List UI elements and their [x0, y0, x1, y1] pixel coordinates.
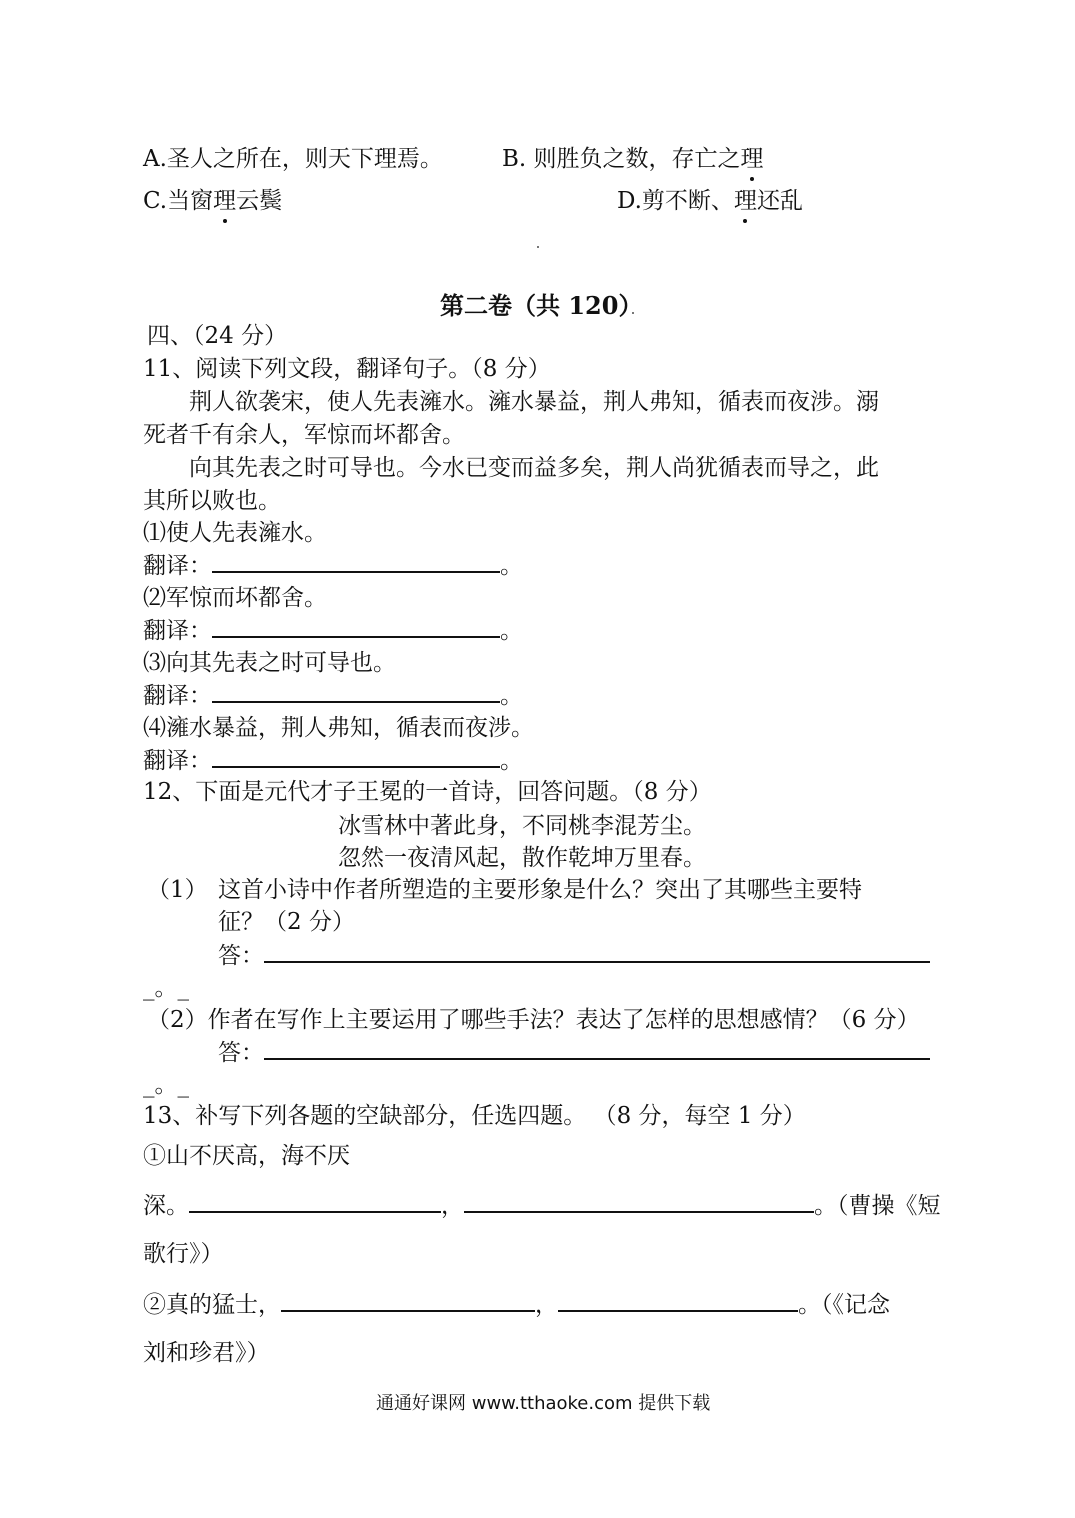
answer-blank[interactable]: [264, 1038, 930, 1060]
translation-blank[interactable]: [212, 746, 500, 768]
option-c: [143, 185, 282, 217]
q11-item-sentence: ⑶向其先表之时可导也。: [143, 650, 396, 676]
q13-header: 13、补写下列各题的空缺部分，任选四题。 （8 分，每空 1 分）: [143, 1103, 806, 1129]
page-footer: 通通好课网 www.tthaoke.com 提供下载: [376, 1393, 711, 1414]
option-d-text-end: 还乱: [756, 188, 803, 214]
q11-passage-line: 其所以败也。: [143, 488, 281, 514]
sentence-end: 。: [500, 683, 523, 709]
item-comma: ，: [535, 1292, 558, 1318]
option-a-text: A.圣人之所在，则天下理焉。: [143, 146, 443, 172]
q12-sub2: （2）作者在写作上主要运用了哪些手法？表达了怎样的思想感情？（6 分）: [147, 1007, 920, 1033]
q12-sub2-answer-row: [218, 1037, 930, 1069]
q11-item-answer-row: [143, 745, 523, 777]
q12-sub1-line: 征？（2 分）: [218, 909, 355, 935]
answer-label: 答：: [218, 1040, 264, 1066]
item-source: 。（《记念: [798, 1292, 890, 1318]
option-b-text: B. 则胜负之数，存亡之: [502, 146, 741, 172]
q11-item-answer-row: [143, 615, 523, 647]
q11-item-sentence: ⑴使人先表澭水。: [143, 520, 327, 546]
option-c-text-end: 云鬓: [236, 188, 283, 214]
option-d-text: D.剪不断、: [617, 188, 734, 214]
sentence-end: 。: [500, 618, 523, 644]
scan-speck: [537, 246, 539, 248]
answer-tail: _。_: [143, 1072, 189, 1098]
item-comma: ，: [441, 1193, 464, 1219]
translation-label: 翻译：: [143, 618, 212, 644]
translation-label: 翻译：: [143, 683, 212, 709]
option-c-text: C.当窗: [143, 188, 214, 214]
q11-item-answer-row: [143, 680, 523, 712]
item-text: 深。: [143, 1193, 189, 1219]
answer-tail: _。_: [143, 975, 189, 1001]
fill-blank[interactable]: [189, 1191, 441, 1213]
q11-header: 11、阅读下列文段，翻译句子。（8 分）: [143, 356, 551, 382]
q13-item1-answer-row: [143, 1190, 941, 1222]
sentence-end: 。: [500, 748, 523, 774]
q13-item2-source-end: 刘和珍君》）: [143, 1340, 270, 1366]
option-b: [502, 143, 764, 175]
translation-blank[interactable]: [212, 681, 500, 703]
q13-item1-prompt: ①山不厌高，海不厌: [143, 1143, 350, 1169]
q11-item-answer-row: [143, 550, 523, 582]
fill-blank[interactable]: [464, 1191, 814, 1213]
answer-label: 答：: [218, 943, 264, 969]
fill-blank[interactable]: [558, 1290, 798, 1312]
option-d-emphasis: 理: [734, 185, 757, 217]
translation-blank[interactable]: [212, 616, 500, 638]
option-c-emphasis: 理: [213, 185, 236, 217]
q13-item1-source-end: 歌行》）: [143, 1241, 224, 1267]
option-b-emphasis: 理: [741, 143, 764, 175]
q12-sub1-answer-row: [218, 940, 930, 972]
item-source: 。（曹操《短: [814, 1193, 941, 1219]
option-a: [143, 143, 443, 175]
q11-item-sentence: ⑷澭水暴益，荆人弗知，循表而夜涉。: [143, 715, 534, 741]
q12-header: 12、下面是元代才子王冕的一首诗，回答问题。（8 分）: [143, 779, 712, 805]
option-d: [617, 185, 803, 217]
poem-line: 冰雪林中著此身，不同桃李混芳尘。: [338, 813, 706, 839]
translation-label: 翻译：: [143, 553, 212, 579]
q11-passage-line: 向其先表之时可导也。今水已变而益多矣，荆人尚犹循表而导之，此: [189, 455, 879, 481]
q13-item2-answer-row: [143, 1289, 890, 1321]
fill-blank[interactable]: [281, 1290, 535, 1312]
q12-sub1-line: 这首小诗中作者所塑造的主要形象是什么？突出了其哪些主要特: [218, 877, 862, 903]
q11-item-sentence: ⑵军惊而坏都舍。: [143, 585, 327, 611]
translation-blank[interactable]: [212, 551, 500, 573]
q11-passage-line: 荆人欲袭宋，使人先表澭水。澭水暴益，荆人弗知，循表而夜涉。溺: [189, 389, 879, 415]
q11-passage-line: 死者千有余人，军惊而坏都舍。: [143, 422, 465, 448]
section-part: 四、（24 分）: [147, 323, 288, 349]
item-text: ②真的猛士，: [143, 1292, 281, 1318]
sentence-end: 。: [500, 553, 523, 579]
translation-label: 翻译：: [143, 748, 212, 774]
q12-sub1-number: （1）: [147, 877, 208, 903]
poem-line: 忽然一夜清风起，散作乾坤万里春。: [338, 845, 706, 871]
answer-blank[interactable]: [264, 941, 930, 963]
section-title: 第二卷（共 120）: [440, 291, 643, 320]
